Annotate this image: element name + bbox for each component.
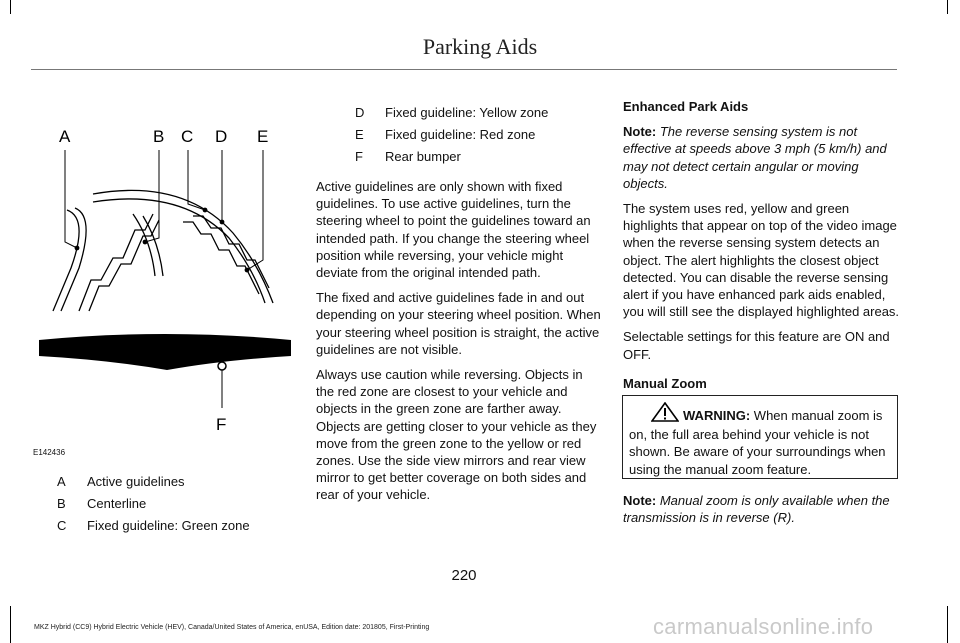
crop-mark-top-right xyxy=(947,0,948,14)
footer-edition-info: MKZ Hybrid (CC9) Hybrid Electric Vehicle (HEV), Canada/United States of America, enUSA, Edition date: 201805, First-Printing xyxy=(34,624,430,631)
legend-text: Rear bumper xyxy=(385,149,461,164)
middle-column xyxy=(316,178,604,512)
fixed-guideline-left xyxy=(79,214,159,311)
figure-label-b: B xyxy=(153,127,165,146)
note-text: Manual zoom is only available when the transmission is in reverse (R). xyxy=(623,493,890,526)
note-label: Note: xyxy=(623,493,657,508)
rear-bumper-f xyxy=(39,334,291,370)
note-reverse-sensing xyxy=(623,123,901,192)
legend-key: A xyxy=(57,474,66,489)
right-column xyxy=(623,98,901,400)
header-rule xyxy=(31,69,897,70)
fixed-arc xyxy=(93,190,273,303)
note-text: The reverse sensing system is not effective at speeds above 3 mph (5 km/h) and may not detect certain angular or moving objects. xyxy=(623,124,887,191)
legend-text: Fixed guideline: Red zone xyxy=(385,127,536,142)
leader-line-b xyxy=(145,150,159,242)
note-manual-zoom xyxy=(623,492,901,526)
figure-label-e: E xyxy=(257,127,269,146)
legend-text: Active guidelines xyxy=(87,474,185,489)
legend-key: F xyxy=(355,149,363,164)
warning-text: When manual zoom is on, the full area behind your vehicle is not shown. Be aware of your surroundings when using the manual zoom feature. xyxy=(629,408,886,477)
legend-text: Fixed guideline: Green zone xyxy=(87,518,250,533)
watermark: carmanualsonline.info xyxy=(653,614,874,639)
crop-mark-bottom-left xyxy=(10,606,11,643)
leader-line-a xyxy=(65,150,77,248)
warning-label: WARNING: xyxy=(683,408,751,423)
paragraph-caution: Always use caution while reversing. Objects in the red zone are closest to your vehicle and objects in the green zone are farther away. Objects are getting closer to your vehicle as they move from the green zone to the yellow or red zones. Use the side view mirrors and rear view mirror to get better coverage on both sides and rear of your vehicle. xyxy=(316,367,597,503)
heading-manual-zoom: Manual Zoom xyxy=(623,375,707,391)
legend-key: C xyxy=(57,518,67,533)
legend-text: Centerline xyxy=(87,496,147,511)
note-label: Note: xyxy=(623,124,657,140)
figure-label-a: A xyxy=(59,127,71,146)
note-manual-zoom-container xyxy=(623,492,901,534)
page-number: 220 xyxy=(451,567,477,584)
crop-mark-bottom-right xyxy=(947,606,948,643)
page-title: Parking Aids xyxy=(422,34,538,59)
heading-enhanced-park-aids: Enhanced Park Aids xyxy=(623,99,749,114)
figure-label-c: C xyxy=(181,127,194,146)
figure-label-f: F xyxy=(216,415,227,433)
warning-box xyxy=(622,395,898,479)
paragraph-active-guidelines: Active guidelines are only shown with fixed guidelines. To use active guidelines, turn the steering wheel to point the guidelines toward an intended path. If you change the steering wheel position while reversing, your vehicle might deviate from the original intended path. xyxy=(316,179,591,281)
legend-key: E xyxy=(355,127,364,142)
paragraph-settings: Selectable settings for this feature are ON and OFF. xyxy=(623,329,890,362)
figure-label-d: D xyxy=(215,127,228,146)
legend-key: B xyxy=(57,496,66,511)
paragraph-fade: The fixed and active guidelines fade in and out depending on your steering wheel position. When your steering wheel position is straight, the active guidelines are not visible. xyxy=(316,290,601,357)
leader-line-e xyxy=(247,150,263,270)
legend-text: Fixed guideline: Yellow zone xyxy=(385,105,549,120)
leader-line-c xyxy=(188,150,205,210)
warning-icon xyxy=(651,402,679,426)
parking-guidelines-diagram xyxy=(33,118,303,433)
crop-mark-top-left xyxy=(10,0,11,14)
paragraph-highlights: The system uses red, yellow and green highlights that appear on top of the video image when the reverse sensing system detects an object. The alert highlights the closest object detected. You can disable the reverse sensing alert if you have enhanced park aids enabled, you will still see the displayed highlighted areas. xyxy=(623,201,900,320)
active-guideline-a xyxy=(53,208,86,311)
figure-code: E142436 xyxy=(33,448,66,457)
legend-key: D xyxy=(355,105,365,120)
